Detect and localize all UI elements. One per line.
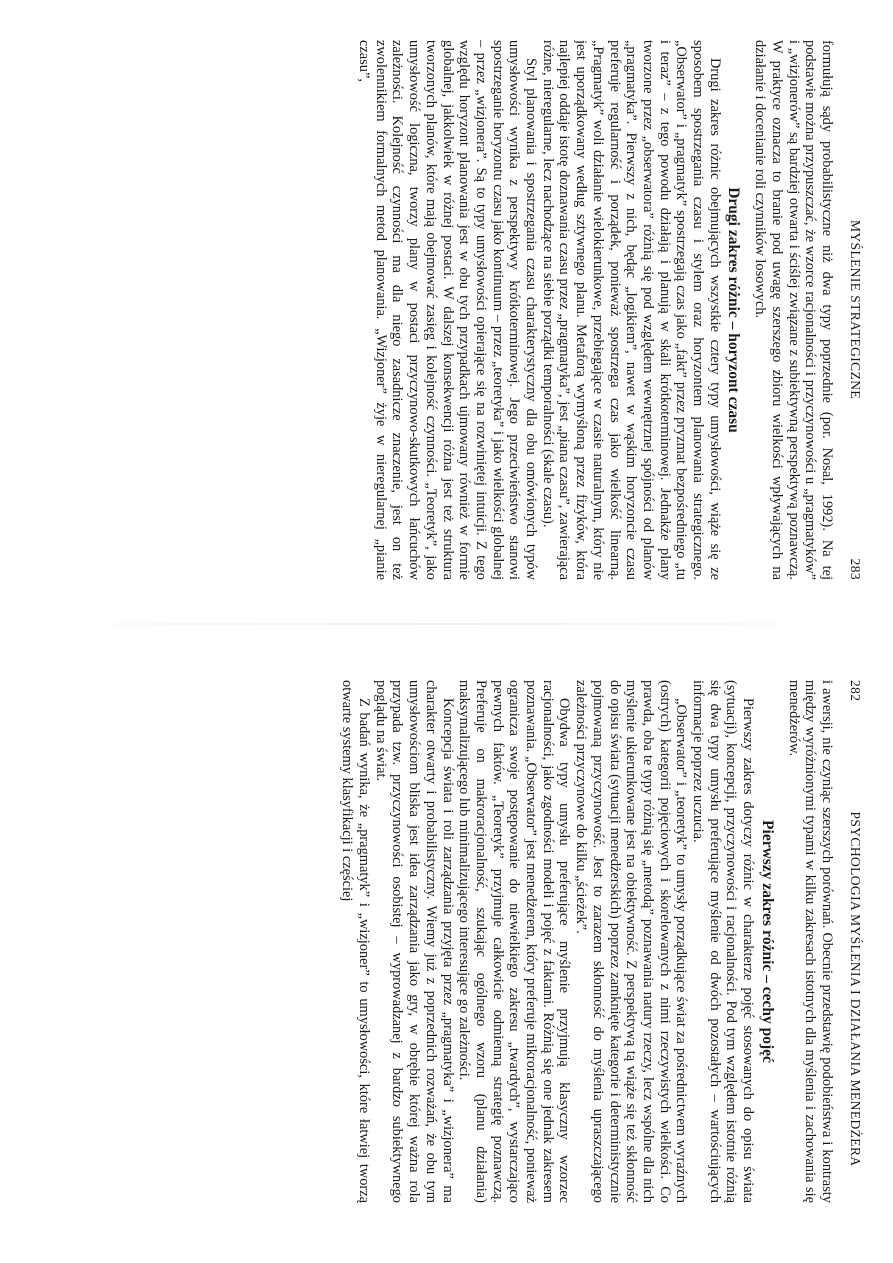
paragraph: Obydwa typy umysłu preferujące myślenie przyjmują klasyczny wzorzec racjonalności, jako zgodności modeli i pojęć z faktami. Różnią się one jednak zakresem poznawania. „Obserwator” jest menedżerem, który preferuje mikroracjonalność, ponieważ ogranicza swoje postępowanie do niewielkiego zakresu „twardych”, wystarczająco pewnych faktów. „Teoretyk” przyjmuje całkowicie odmienną strategię poznawczą. Preferuje on makroracjonalność, szukając ogólnego wzoru (planu działania) maksymalizującego lub minimalizującego interesujące go zależności. [456, 680, 573, 1203]
right-page [0, 0, 893, 620]
paragraph: Styl planowania i spostrzegania czasu charakterystyczny dla obu omówionych typów umysłowości wynika z perspektywy krótkoterminowej. Jego przeciwieństwo stanowi spostrzeganie horyzontu czasu jako kontinuum – przez „teoretyka” i jako wielkości globalnej – przez „wizjonera”. Są to typy umysłowości opierające się na rozwiniętej intuicji. Z tego względu horyzont planowania jest w obu tych przypadkach ujmowany również w formie globalnej, jakkolwiek w różnej postaci. W dalszej konsekwencji różna jest też struktura tworzonych planów, które mają obejmować zasięg i kolejność czynności. „Teoretyk”, jako umysłowość logiczna, tworzy plany w postaci przyczynowo-skutkowych łańcuchów zależności. Kolejność czynności ma dla niego zasadnicze znaczenie, jest on też zwolennikiem formalnych metod planowania. „Wizjoner” żyje w nieregularnej „pianie czasu”, [356, 40, 540, 580]
paragraph: formułują sądy probabilistyczne niż dwa typy poprzednie (por. Nosal, 1992). Na tej podstawie można przypuszczać, że wzorce racjonalności i przyczynowości u „pragmatyków” i „wizjonerów” są bardziej otwarta i ściślej związane z subiektywną perspektywą poznawczą. W praktyce oznacza to branie pod uwagę szerszego zbioru wielkości wpływających na działanie i docenianie roli czynników losowych. [752, 40, 835, 580]
gutter-divider [0, 623, 893, 625]
section-heading: Pierwszy zakres różnic – cechy pojęć [758, 820, 776, 1063]
paragraph: „Obserwator” i „teoretyk” to umysły porządkujące świat za pośrednictwem wyraźnych (ostrych) kategorii pojęciowych i skorelowanych z nimi rzeczywistych wielkości. Co prawda, oba te typy różnią się „metodą” poznawania natury rzeczy, lecz wspólne dla nich myślenie ukierunkowane jest na obiektywność. Z perspektywą tą wiąże się też skłonność do opisu świata (sytuacji menedżerskich) poprzez zamknięte kategorie i deterministycznie pojmowaną przyczynowość. Jest to zarazem skłonność do myślenia upraszczającego zależności przyczynowe do kilku „ścieżek”. [573, 680, 690, 1203]
paragraph: Drugi zakres różnic obejmujących wszystkie cztery typy umysłowości, wiąże się ze sposobem spostrzegania czasu i stylem oraz horyzontem planowania strategicznego. „Obserwator” i „pragmatyk” spostrzegają czas jako „fakt” przez pryzmat bezpośredniego „tu i teraz” – z tego powodu działają i planują w skali krótkoterminowej. Jednakże plany tworzone przez „obserwatora” różnią się pod względem wewnętrznej spójności od planów „pragmatyka”. Pierwszy z nich, będąc „logikiem”, nawet w wąskim horyzoncie czasu preferuje regularność i porządek, ponieważ spostrzega czas jako wielkość linearną. „Pragmatyk” woli działanie wielokierunkowe, przebiegające w czasie naturalnym, który nie jest uporządkowany według sztywnego planu. Metaforą wymyśloną przez fizyków, która najlepiej oddaje istotę doznawania czasu przez „pragmatyka”, jest „piana czasu”, zawierająca różne, nieregularne, lecz nachodzące na siebie porządki temporalności (skale czasu). [539, 40, 723, 580]
page-body [40, 40, 835, 580]
section-heading: Drugi zakres różnic – horyzont czasu [725, 187, 743, 433]
left-page [0, 640, 893, 1263]
page-body [40, 680, 835, 1203]
paragraph: Koncepcja świata i roli zarządzania przyjęta przez „pragmatyka” i „wizjonera” ma charakter otwarty i probabilistyczny. Wiemy już z poprzednich rozważań, że obu tym umysłowościom bliska jest idea zarządzania jako gry, w obrębie której ważna rola przypada tzw. przyczynowości osobistej – wyprowadzanej z bardzo subiektywnego poglądu na świat. [372, 680, 456, 1203]
running-head: MYŚLENIE STRATEGICZNE [848, 220, 863, 400]
paragraph: Pierwszy zakres dotyczy różnic w charakterze pojęć stosowanych do opisu świata (sytuacji), koncepcji, przyczynowości i racjonalności. Pod tym względem istotnie różnią się dwa typy umysłu preferujące myślenie od dwóch pozostałych – wartościujących informacje poprzez uczucia. [690, 680, 757, 1203]
page-number: 283 [848, 558, 863, 580]
paragraph: i awersji, nie czyniąc szerszych porównań. Obecnie przedstawię podobieństwa i kontrasty między wyróżnionymi typami w kilku zakresach istotnych dla myślenia i zachowania się menedżerów. [785, 680, 835, 1203]
page-number: 282 [848, 680, 863, 702]
running-head: PSYCHOLOGIA MYŚLENIA I DZIAŁANIA MENEDŻERA [848, 811, 863, 1167]
page-header [847, 680, 863, 1203]
page-header [847, 40, 863, 580]
paragraph: Z badań wynika, że „pragmatyk” i „wizjoner” to umysłowości, które łatwiej tworzą otwarte systemy klasyfikacji i częściej [339, 680, 373, 1203]
